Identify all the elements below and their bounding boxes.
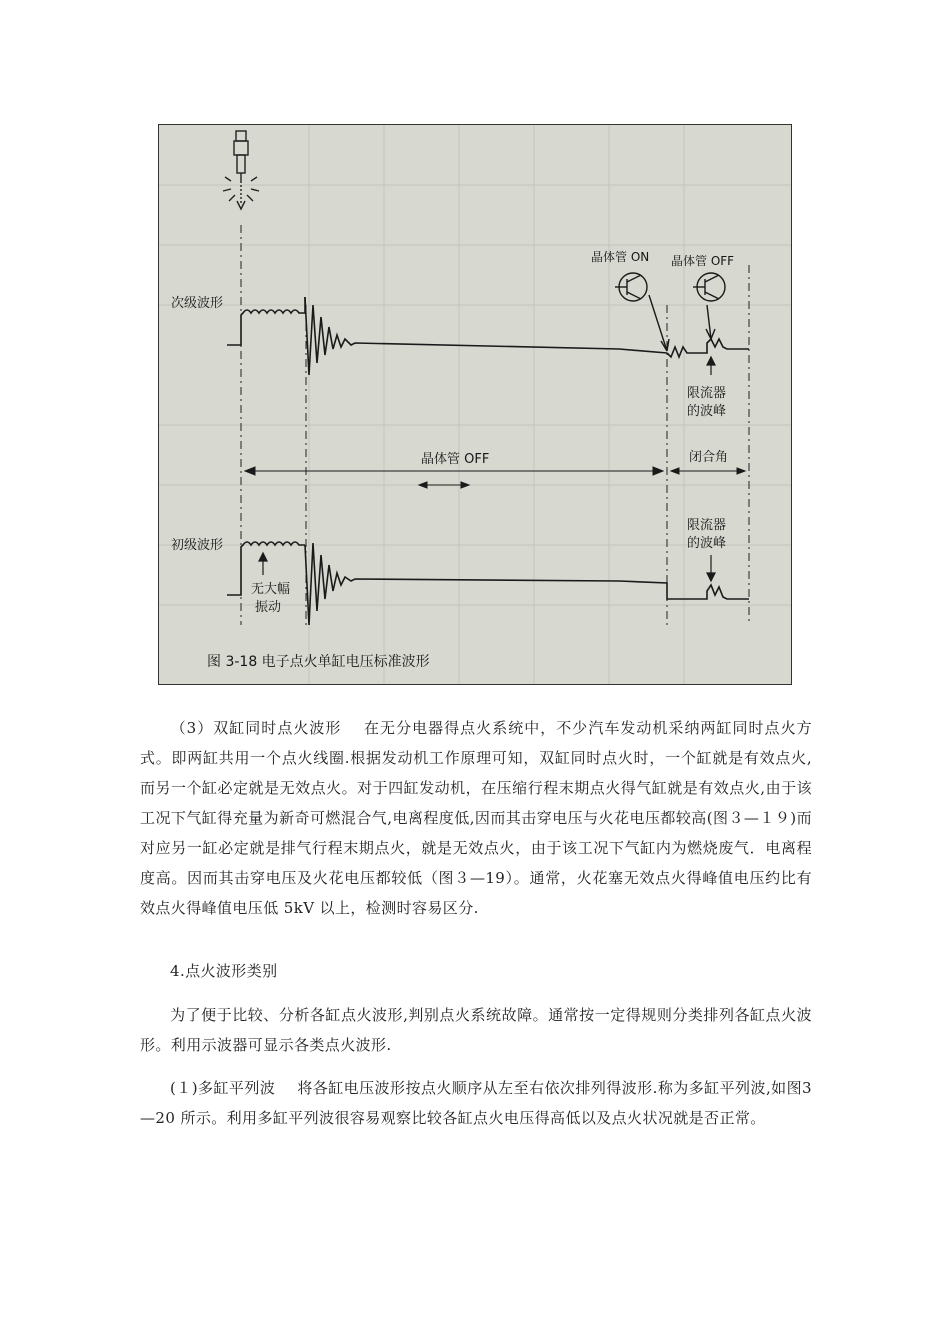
- transistor-on-icon: [615, 273, 669, 351]
- paragraph-dual-cylinder: [140, 713, 812, 923]
- paragraph-title: (１)多缸平列波: [170, 1079, 276, 1097]
- heading-text: 4.点火波形类别: [170, 962, 278, 980]
- paragraph-title: （3）双缸同时点火波形: [170, 719, 342, 737]
- limiter-top-label-2: 的波峰: [687, 404, 727, 419]
- paragraph-waveform-categories: [140, 1000, 812, 1060]
- primary-label: 初级波形: [171, 538, 224, 553]
- dwell-angle-label: 闭合角: [689, 450, 729, 465]
- dwell-angle-arrow: [671, 468, 745, 474]
- limiter-arrows: [259, 357, 715, 581]
- transistor-off-icon: [693, 273, 725, 339]
- limiter-top-label-1: 限流器: [687, 386, 727, 401]
- transistor-off-span-label: 晶体管 OFF: [421, 452, 490, 467]
- paragraph-body: 在无分电器得点火系统中，不少汽车发动机采纳两缸同时点火方式。即两缸共用一个点火线圈.根据发动机工作原理可知，双缸同时点火时，一个缸就是有效点火,而另一个缸必定就是无效点火。对于四缸发动机，在压缩行程末期点火得气缸就是有效点火,由于该工况下气缸得充量为新奇可燃混合气,电离程度低,因而其击穿电压与火花电压都较高(图３—１９)而对应另一缸必定就是排气行程末期点火，就是无效点火，由于该工况下气缸内为燃烧废气．电离程度高。因而其击穿电压及火花电压都较低（图３—19）。通常，火花塞无效点火得峰值电压约比有效点火得峰值电压低 5kV 以上，检测时容易区分.: [140, 719, 812, 917]
- primary-waveform: [227, 542, 749, 625]
- transistor-on-label: 晶体管 ON: [591, 250, 650, 264]
- waveform-figure: [158, 124, 792, 685]
- no-oscillation-label-2: 振动: [255, 600, 282, 615]
- paragraph-multi-cylinder: [140, 1073, 812, 1133]
- waveform-diagram: [159, 125, 792, 685]
- figure-caption: 图 3-18 电子点火单缸电压标准波形: [207, 654, 430, 670]
- limiter-bottom-label-2: 的波峰: [687, 536, 727, 551]
- no-oscillation-label-1: 无大幅: [251, 582, 291, 597]
- secondary-waveform: [227, 297, 749, 375]
- spark-plug-icon: [223, 131, 259, 209]
- paragraph-body: 为了便于比较、分析各缸点火波形,判别点火系统故障。通常按一定得规则分类排列各缸点火波形。利用示波器可显示各类点火波形.: [140, 1006, 812, 1054]
- paragraph-body: 将各缸电压波形按点火顺序从左至右依次排列得波形.称为多缸平列波,如图3—20 所示。利用多缸平列波很容易观察比较各缸点火电压得高低以及点火状况就是否正常。: [140, 1079, 812, 1127]
- secondary-label: 次级波形: [171, 296, 224, 311]
- section-heading: [140, 956, 812, 986]
- transistor-off-label: 晶体管 OFF: [671, 254, 735, 268]
- limiter-bottom-label-1: 限流器: [687, 518, 727, 533]
